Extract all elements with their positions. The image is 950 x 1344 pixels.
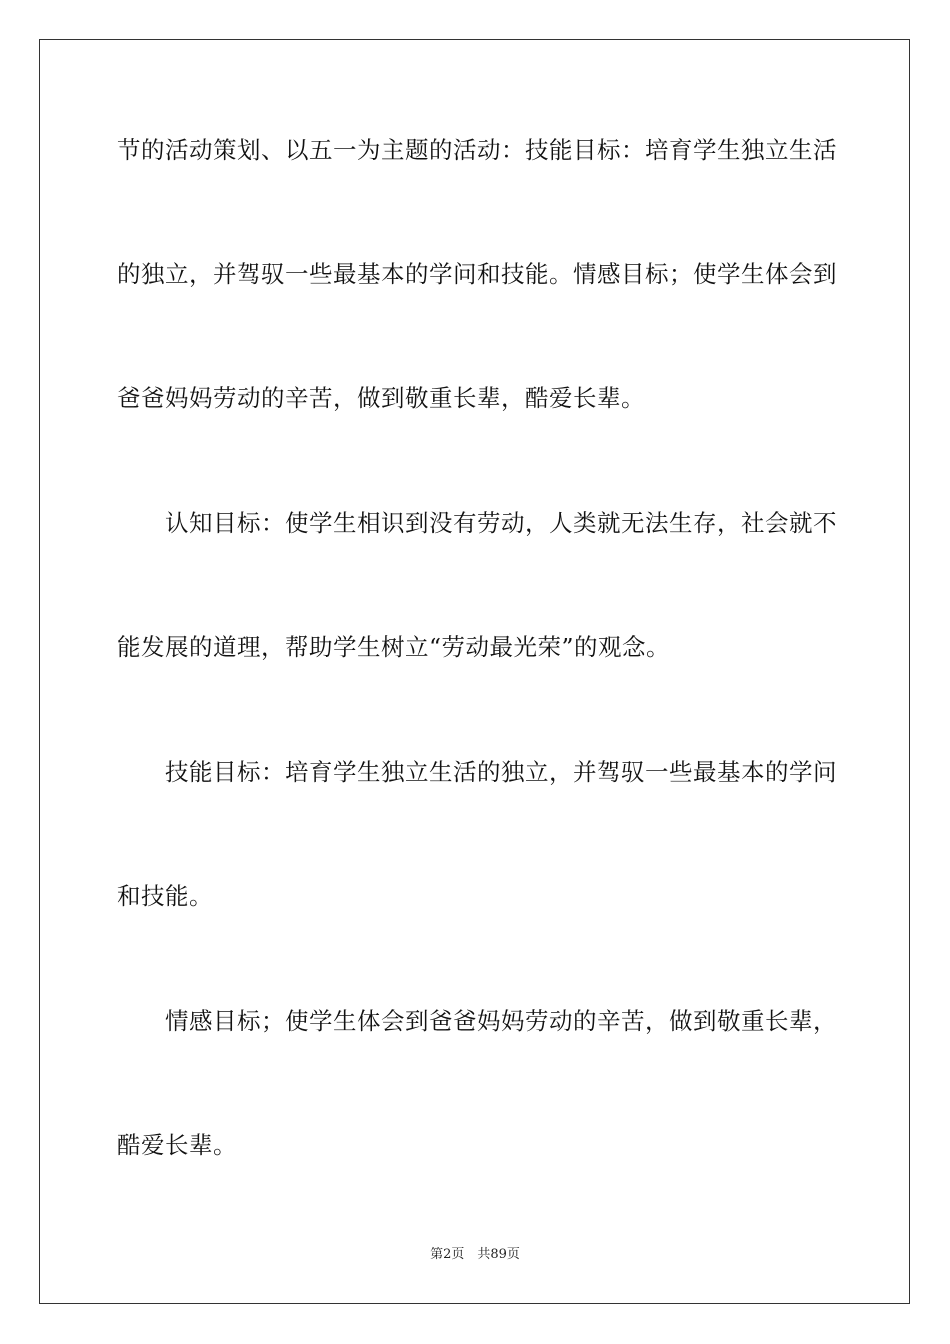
- text-line-3: 爸爸妈妈劳动的辛苦，做到敬重长辈，酷爱长辈。: [117, 384, 645, 412]
- text-line-4: 认知目标：使学生相识到没有劳动，人类就无法生存，社会就不: [117, 509, 837, 537]
- page-number-label: 第2页 共89页: [430, 1247, 520, 1262]
- text-line-1: 节的活动策划、以五一为主题的活动：技能目标：培育学生独立生活: [117, 136, 837, 164]
- page-border: [39, 39, 910, 1304]
- text-line-6: 技能目标：培育学生独立生活的独立，并驾驭一些最基本的学问: [117, 758, 837, 786]
- page-footer: [0, 1246, 950, 1264]
- text-line-7: 和技能。: [117, 882, 213, 910]
- text-line-9: 酷爱长辈。: [117, 1131, 237, 1159]
- text-line-5: 能发展的道理，帮助学生树立“劳动最光荣”的观念。: [117, 633, 671, 661]
- text-line-2: 的独立，并驾驭一些最基本的学问和技能。情感目标；使学生体会到: [117, 260, 837, 288]
- text-line-8: 情感目标；使学生体会到爸爸妈妈劳动的辛苦，做到敬重长辈，: [117, 1007, 837, 1035]
